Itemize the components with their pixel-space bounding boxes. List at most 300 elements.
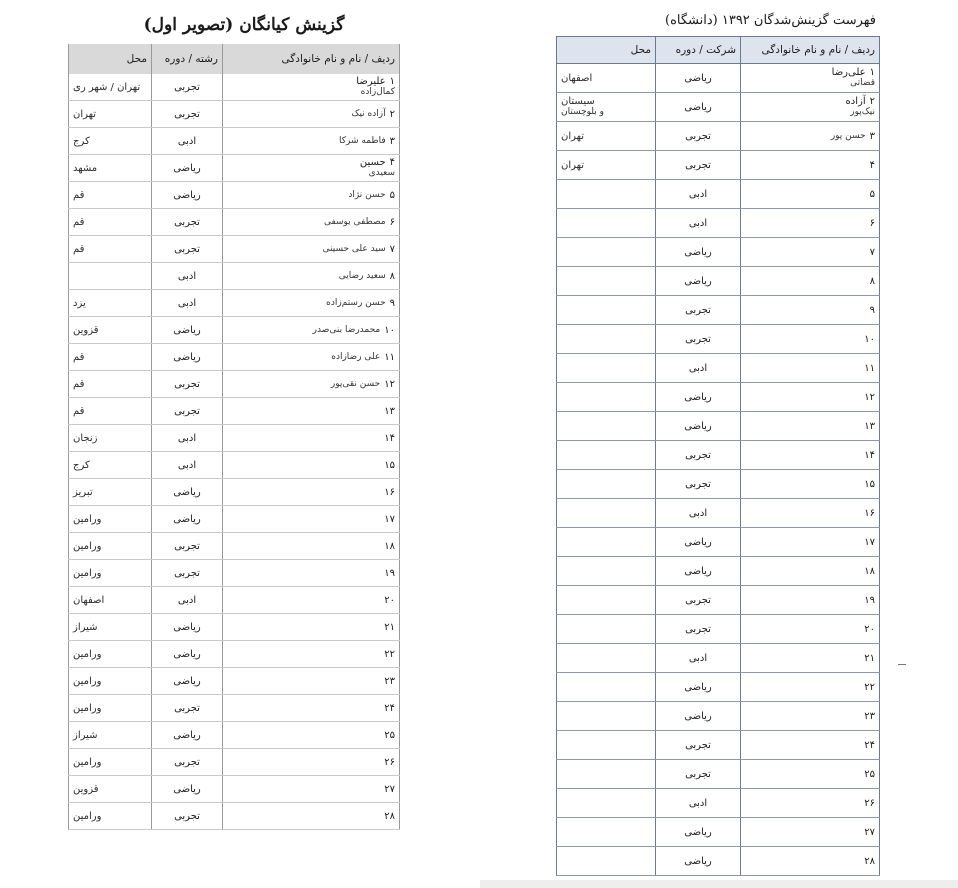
table-row xyxy=(557,122,880,151)
row-place xyxy=(557,383,656,412)
table-row xyxy=(69,236,400,263)
table-row xyxy=(557,818,880,847)
table-row xyxy=(557,64,880,93)
row-place xyxy=(69,668,152,695)
row-place xyxy=(69,614,152,641)
row-field: تجربی xyxy=(656,615,741,644)
row-number: ۸ xyxy=(869,275,875,287)
name-cell xyxy=(741,209,880,238)
row-place-line: قم xyxy=(73,405,85,417)
table-row xyxy=(69,317,400,344)
right-panel-title: فهرست گزینش‌شدگان ۱۳۹۲ (دانشگاه) xyxy=(665,13,876,28)
row-number: ۴ xyxy=(869,159,875,171)
name-cell xyxy=(223,614,400,641)
row-field: ریاضی xyxy=(152,155,223,182)
table-row xyxy=(557,296,880,325)
row-field: تجربی xyxy=(656,731,741,760)
row-name: آزاده xyxy=(845,96,866,107)
name-cell xyxy=(223,641,400,668)
row-place-line: تهران / شهر ری xyxy=(73,81,141,93)
row-number: ۷ xyxy=(869,246,875,258)
row-number: ۲۱ xyxy=(864,652,875,664)
row-surname: حسن پور xyxy=(830,130,866,141)
name-cell xyxy=(741,383,880,412)
row-field: تجربی xyxy=(152,803,223,830)
name-cell xyxy=(223,344,400,371)
name-cell xyxy=(741,238,880,267)
right-header-name: ردیف / نام و نام خانوادگی xyxy=(741,37,880,64)
right-header-field: شرکت / دوره xyxy=(656,37,741,64)
right-panel xyxy=(561,10,880,876)
name-cell xyxy=(223,479,400,506)
row-number: ۵ xyxy=(389,189,395,201)
name-cell xyxy=(223,803,400,830)
table-row xyxy=(557,731,880,760)
row-number: ۵ xyxy=(869,188,875,200)
name-cell xyxy=(741,412,880,441)
row-number: ۸ xyxy=(389,270,395,282)
left-header-name: ردیف / نام و نام خانوادگی xyxy=(223,44,400,74)
name-cell xyxy=(223,128,400,155)
row-place xyxy=(557,586,656,615)
table-row xyxy=(557,615,880,644)
row-place xyxy=(69,506,152,533)
row-field: ریاضی xyxy=(656,64,741,93)
table-row xyxy=(69,479,400,506)
row-field: تجربی xyxy=(152,236,223,263)
row-number: ۱۸ xyxy=(384,540,395,552)
row-number: ۱۸ xyxy=(864,565,875,577)
row-field: تجربی xyxy=(152,533,223,560)
name-cell xyxy=(741,296,880,325)
row-field: ریاضی xyxy=(152,614,223,641)
row-field: ریاضی xyxy=(656,238,741,267)
table-row xyxy=(557,470,880,499)
row-field: ادبی xyxy=(152,290,223,317)
row-place xyxy=(69,317,152,344)
row-field: تجربی xyxy=(656,441,741,470)
name-cell xyxy=(223,776,400,803)
row-place-line: تهران xyxy=(561,159,585,171)
name-cell xyxy=(741,673,880,702)
table-row xyxy=(557,93,880,122)
row-place-line: شیراز xyxy=(73,621,98,633)
row-place xyxy=(557,267,656,296)
row-field: تجربی xyxy=(656,470,741,499)
row-field: تجربی xyxy=(656,151,741,180)
name-cell xyxy=(741,528,880,557)
row-surname: سید علی حسینی xyxy=(322,243,386,254)
table-row xyxy=(557,238,880,267)
name-cell xyxy=(741,354,880,383)
table-row xyxy=(557,209,880,238)
table-row xyxy=(69,749,400,776)
table-row xyxy=(69,560,400,587)
row-field: تجربی xyxy=(656,122,741,151)
row-surname: آزاده نیک xyxy=(351,108,386,119)
row-surname: محمدرضا بنی‌صدر xyxy=(312,324,381,335)
table-row xyxy=(69,182,400,209)
row-place-line: کرج xyxy=(73,135,90,147)
row-number: ۲۷ xyxy=(384,783,395,795)
row-place xyxy=(69,209,152,236)
row-field: ریاضی xyxy=(152,317,223,344)
row-number: ۱۱ xyxy=(864,362,875,374)
name-cell xyxy=(223,560,400,587)
name-cell xyxy=(741,731,880,760)
row-field: ریاضی xyxy=(656,93,741,122)
left-table xyxy=(68,44,400,830)
table-row xyxy=(557,557,880,586)
name-cell xyxy=(223,182,400,209)
row-number: ۶ xyxy=(869,217,875,229)
row-number: ۱۳ xyxy=(864,420,875,432)
name-cell xyxy=(223,668,400,695)
name-cell xyxy=(741,64,880,93)
row-number: ۹ xyxy=(389,297,395,309)
name-cell xyxy=(223,317,400,344)
row-field: ریاضی xyxy=(152,506,223,533)
row-place-line: یزد xyxy=(73,297,86,309)
row-number: ۲ xyxy=(869,96,875,107)
row-surname: حسن نژاد xyxy=(348,189,386,200)
table-row xyxy=(557,354,880,383)
name-cell xyxy=(223,101,400,128)
row-place xyxy=(557,122,656,151)
row-place xyxy=(69,101,152,128)
row-surname: کمال‌زاده xyxy=(360,87,395,97)
name-cell xyxy=(741,151,880,180)
row-number: ۱۰ xyxy=(384,324,395,336)
row-place xyxy=(69,479,152,506)
row-number: ۱۷ xyxy=(864,536,875,548)
row-place-line2: و بلوچستان xyxy=(561,107,605,117)
row-number: ۱۵ xyxy=(384,459,395,471)
row-number: ۲۳ xyxy=(384,675,395,687)
name-cell xyxy=(223,533,400,560)
name-cell xyxy=(741,644,880,673)
row-number: ۲۵ xyxy=(384,729,395,741)
row-field: ریاضی xyxy=(656,818,741,847)
row-field: تجربی xyxy=(152,74,223,101)
row-place xyxy=(69,371,152,398)
left-header-place: محل xyxy=(69,44,152,74)
row-number: ۹ xyxy=(869,304,875,316)
name-cell xyxy=(223,290,400,317)
row-number: ۱۴ xyxy=(384,432,395,444)
row-field: ریاضی xyxy=(152,479,223,506)
row-field: ریاضی xyxy=(152,668,223,695)
row-place xyxy=(557,180,656,209)
row-field: ریاضی xyxy=(152,641,223,668)
table-row xyxy=(557,151,880,180)
row-place xyxy=(557,354,656,383)
row-place xyxy=(557,412,656,441)
row-field: ادبی xyxy=(152,587,223,614)
left-table-header-row xyxy=(69,44,400,74)
row-surname: سعیدی xyxy=(368,168,395,178)
table-row xyxy=(69,101,400,128)
row-place-line: قم xyxy=(73,189,85,201)
row-number: ۱۳ xyxy=(384,405,395,417)
row-field: ادبی xyxy=(152,425,223,452)
row-place xyxy=(557,731,656,760)
name-cell xyxy=(223,749,400,776)
row-surname: علی رضازاده xyxy=(331,351,381,362)
row-surname: مصطفی یوسفی xyxy=(323,216,386,227)
name-cell xyxy=(741,847,880,876)
row-number: ۲۶ xyxy=(384,756,395,768)
name-cell xyxy=(741,441,880,470)
table-row xyxy=(69,668,400,695)
row-number: ۱ xyxy=(389,76,395,87)
right-table xyxy=(556,36,880,876)
right-table-header-row xyxy=(557,37,880,64)
name-cell xyxy=(223,398,400,425)
row-place xyxy=(557,760,656,789)
name-cell xyxy=(741,267,880,296)
row-number: ۲۳ xyxy=(864,710,875,722)
table-row xyxy=(557,499,880,528)
row-place xyxy=(557,557,656,586)
name-cell xyxy=(741,499,880,528)
table-row xyxy=(69,452,400,479)
right-header-place: محل xyxy=(557,37,656,64)
row-field: تجربی xyxy=(152,398,223,425)
row-place-line: قم xyxy=(73,351,85,363)
row-number: ۱ xyxy=(869,67,875,78)
row-place xyxy=(557,528,656,557)
row-place xyxy=(69,74,152,101)
row-number: ۱۰ xyxy=(864,333,875,345)
row-surname: نیک‌پور xyxy=(850,107,875,117)
row-field: ادبی xyxy=(656,644,741,673)
row-place-line: مشهد xyxy=(73,162,98,174)
table-row xyxy=(557,789,880,818)
row-place-line: ورامین xyxy=(73,648,102,660)
table-row xyxy=(69,506,400,533)
row-field: ریاضی xyxy=(152,722,223,749)
row-place xyxy=(69,344,152,371)
right-table-body xyxy=(557,64,880,876)
name-cell xyxy=(741,180,880,209)
table-row xyxy=(69,263,400,290)
row-number: ۲۴ xyxy=(864,739,875,751)
table-row xyxy=(557,673,880,702)
name-cell xyxy=(741,470,880,499)
row-number: ۲۴ xyxy=(384,702,395,714)
row-place-line: شیراز xyxy=(73,729,98,741)
row-place xyxy=(557,702,656,731)
row-place xyxy=(69,452,152,479)
row-place-line: ورامین xyxy=(73,513,102,525)
name-cell xyxy=(741,122,880,151)
name-cell xyxy=(223,155,400,182)
table-row xyxy=(557,441,880,470)
table-row xyxy=(557,702,880,731)
name-cell xyxy=(741,615,880,644)
name-cell xyxy=(223,506,400,533)
row-number: ۶ xyxy=(389,216,395,228)
row-place xyxy=(69,398,152,425)
row-number: ۲۶ xyxy=(864,797,875,809)
table-row xyxy=(69,533,400,560)
table-row xyxy=(557,412,880,441)
row-field: ریاضی xyxy=(656,847,741,876)
row-place-line: قم xyxy=(73,243,85,255)
left-panel-title: گزینش کیانگان (تصویر اول) xyxy=(143,15,345,35)
name-cell xyxy=(741,586,880,615)
row-place-line: کرج xyxy=(73,459,90,471)
row-field: ریاضی xyxy=(152,776,223,803)
row-place xyxy=(69,641,152,668)
row-field: ادبی xyxy=(656,209,741,238)
row-surname: حسن نقی‌پور xyxy=(330,378,381,389)
row-place xyxy=(557,151,656,180)
row-place-line: قزوین xyxy=(73,783,99,795)
table-row xyxy=(69,128,400,155)
row-field: ریاضی xyxy=(152,344,223,371)
row-place xyxy=(557,209,656,238)
name-cell xyxy=(223,74,400,101)
row-place xyxy=(69,263,152,290)
row-number: ۲۱ xyxy=(384,621,395,633)
row-field: ادبی xyxy=(152,452,223,479)
row-place-line: ورامین xyxy=(73,675,102,687)
name-cell xyxy=(741,789,880,818)
row-name: علی‌رضا xyxy=(831,67,866,78)
row-field: ریاضی xyxy=(152,182,223,209)
row-field: ادبی xyxy=(152,263,223,290)
row-place-line: تبریز xyxy=(73,486,93,498)
table-row xyxy=(69,614,400,641)
table-row xyxy=(69,695,400,722)
row-field: تجربی xyxy=(152,749,223,776)
name-cell xyxy=(223,722,400,749)
name-cell xyxy=(223,209,400,236)
row-place xyxy=(69,425,152,452)
left-table-body xyxy=(69,74,400,830)
row-place xyxy=(557,238,656,267)
row-number: ۱۷ xyxy=(384,513,395,525)
row-number: ۲۲ xyxy=(864,681,875,693)
row-place xyxy=(557,470,656,499)
row-place xyxy=(69,128,152,155)
row-place xyxy=(557,325,656,354)
table-row xyxy=(69,74,400,101)
row-place xyxy=(69,695,152,722)
table-row xyxy=(69,155,400,182)
row-number: ۱۶ xyxy=(384,486,395,498)
row-place xyxy=(69,236,152,263)
margin-mark xyxy=(898,664,906,665)
table-row xyxy=(69,209,400,236)
row-number: ۱۵ xyxy=(864,478,875,490)
name-cell xyxy=(741,818,880,847)
row-place-line: ورامین xyxy=(73,756,102,768)
left-header-field: رشته / دوره xyxy=(152,44,223,74)
table-row xyxy=(69,398,400,425)
row-place xyxy=(557,847,656,876)
row-field: تجربی xyxy=(152,371,223,398)
table-row xyxy=(69,290,400,317)
table-row xyxy=(69,803,400,830)
row-field: تجربی xyxy=(152,560,223,587)
row-place xyxy=(557,64,656,93)
row-place xyxy=(69,290,152,317)
table-row xyxy=(557,267,880,296)
table-row xyxy=(69,776,400,803)
row-place xyxy=(69,587,152,614)
table-row xyxy=(557,383,880,412)
row-place xyxy=(557,644,656,673)
name-cell xyxy=(223,695,400,722)
row-field: تجربی xyxy=(656,760,741,789)
row-field: ریاضی xyxy=(656,267,741,296)
row-field: ریاضی xyxy=(656,412,741,441)
row-place xyxy=(557,93,656,122)
row-place xyxy=(69,803,152,830)
row-place xyxy=(69,182,152,209)
row-place xyxy=(69,533,152,560)
row-field: تجربی xyxy=(152,209,223,236)
row-place xyxy=(69,722,152,749)
name-cell xyxy=(741,325,880,354)
row-number: ۲۰ xyxy=(384,594,395,606)
row-number: ۱۱ xyxy=(384,351,395,363)
row-place-line: ورامین xyxy=(73,810,102,822)
row-number: ۲ xyxy=(389,108,395,120)
row-surname: قضاتی xyxy=(850,78,875,88)
row-number: ۳ xyxy=(389,135,395,147)
row-place xyxy=(69,749,152,776)
row-place xyxy=(69,776,152,803)
row-field: ادبی xyxy=(152,128,223,155)
name-cell xyxy=(223,587,400,614)
row-place-line: ورامین xyxy=(73,702,102,714)
row-place xyxy=(557,789,656,818)
row-place-line: قم xyxy=(73,216,85,228)
row-field: ریاضی xyxy=(656,673,741,702)
row-number: ۷ xyxy=(389,243,395,255)
row-number: ۳ xyxy=(869,130,875,142)
table-row xyxy=(69,344,400,371)
row-place-line: تهران xyxy=(561,130,585,142)
row-number: ۱۹ xyxy=(384,567,395,579)
row-field: ریاضی xyxy=(656,702,741,731)
name-cell xyxy=(741,557,880,586)
row-field: ادبی xyxy=(656,499,741,528)
name-cell xyxy=(741,93,880,122)
table-row xyxy=(69,641,400,668)
row-field: تجربی xyxy=(656,586,741,615)
name-cell xyxy=(741,760,880,789)
row-field: تجربی xyxy=(656,325,741,354)
name-cell xyxy=(741,702,880,731)
row-field: ادبی xyxy=(656,354,741,383)
row-number: ۴ xyxy=(389,157,395,168)
row-place-line: ورامین xyxy=(73,567,102,579)
row-number: ۱۲ xyxy=(864,391,875,403)
row-place-line: سیستان xyxy=(561,96,595,107)
footer-strip xyxy=(480,880,958,888)
name-cell xyxy=(223,263,400,290)
row-place xyxy=(557,615,656,644)
row-place-line: زنجان xyxy=(73,432,98,444)
row-place xyxy=(69,155,152,182)
row-number: ۲۸ xyxy=(384,810,395,822)
row-field: تجربی xyxy=(152,695,223,722)
